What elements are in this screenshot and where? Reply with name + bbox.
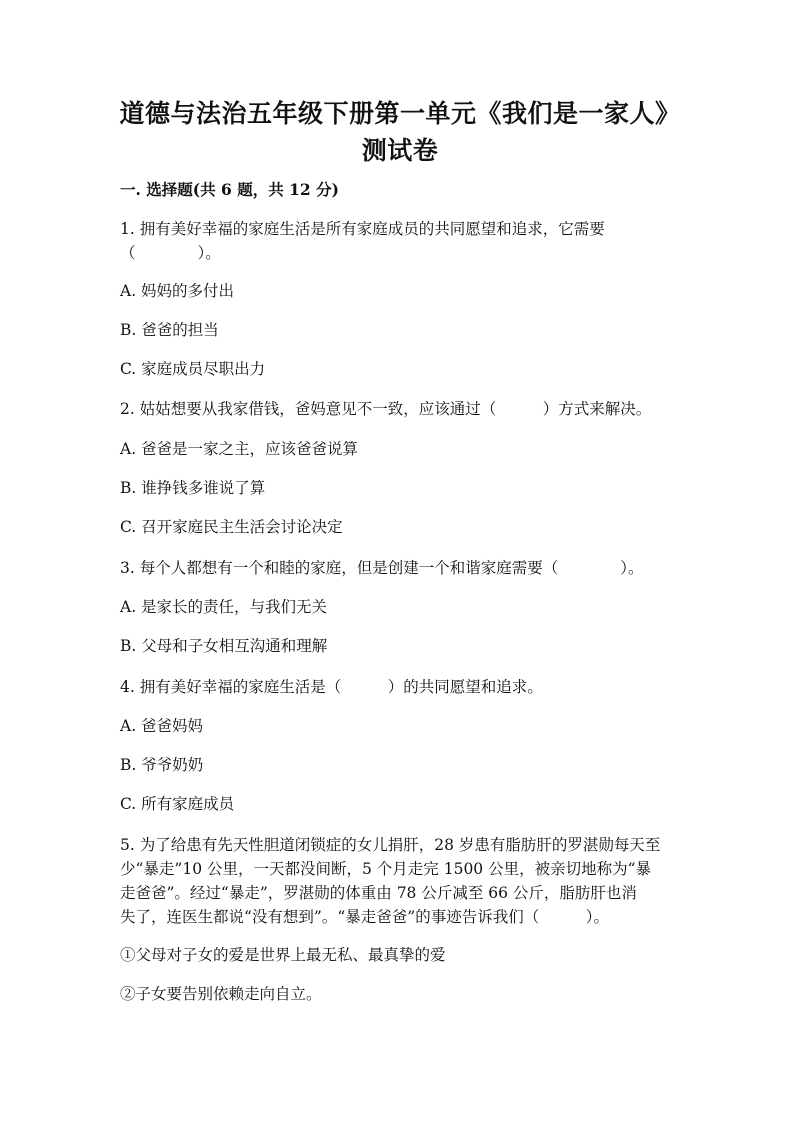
question-5-item-2: ②子女要告别依赖走向自立。 [120,985,322,1003]
question-5-stem-line-3: 走爸爸”。经过“暴走”，罗湛勋的体重由 78 公斤减至 66 公斤，脂肪肝也消 [120,884,637,902]
question-2-option-b: B. 谁挣钱多谁说了算 [120,479,266,497]
question-5-stem-line-4: 失了，连医生都说“没有想到”。“暴走爸爸”的事迹告诉我们（ ）。 [120,908,609,926]
question-3-stem: 3. 每个人都想有一个和睦的家庭，但是创建一个和谐家庭需要（ ）。 [120,559,644,577]
question-2-stem: 2. 姑姑想要从我家借钱，爸妈意见不一致，应该通过（ ）方式来解决。 [120,400,652,418]
question-4-option-c: C. 所有家庭成员 [120,795,235,813]
question-1-stem-line-2: （ ）。 [120,244,221,262]
section-heading: 一. 选择题(共 6 题，共 12 分) [120,180,339,199]
page-title: 道德与法治五年级下册第一单元《我们是一家人》 [119,99,681,128]
page-subtitle: 测试卷 [361,136,439,165]
question-4-stem: 4. 拥有美好幸福的家庭生活是（ ）的共同愿望和追求。 [120,678,543,696]
question-1-stem-line-1: 1. 拥有美好幸福的家庭生活是所有家庭成员的共同愿望和追求，它需要 [120,220,605,238]
question-3-option-b: B. 父母和子女相互沟通和理解 [120,637,328,655]
question-2-option-c: C. 召开家庭民主生活会讨论决定 [120,518,343,536]
question-5-item-1: ①父母对子女的爱是世界上最无私、最真挚的爱 [120,946,446,964]
question-2-option-a: A. 爸爸是一家之主，应该爸爸说算 [120,440,359,458]
question-1-option-a: A. 妈妈的多付出 [120,282,235,300]
question-1-option-b: B. 爸爸的担当 [120,321,219,339]
question-4-option-a: A. 爸爸妈妈 [120,717,204,735]
question-5-stem-line-2: 少“暴走”10 公里，一天都没间断，5 个月走完 1500 公里，被亲切地称为“暴 [120,860,652,878]
question-3-option-a: A. 是家长的责任，与我们无关 [120,598,328,616]
question-1-option-c: C. 家庭成员尽职出力 [120,360,266,378]
question-5-stem-line-1: 5. 为了给患有先天性胆道闭锁症的女儿捐肝，28 岁患有脂肪肝的罗湛勋每天至 [120,836,661,854]
question-4-option-b: B. 爷爷奶奶 [120,756,204,774]
